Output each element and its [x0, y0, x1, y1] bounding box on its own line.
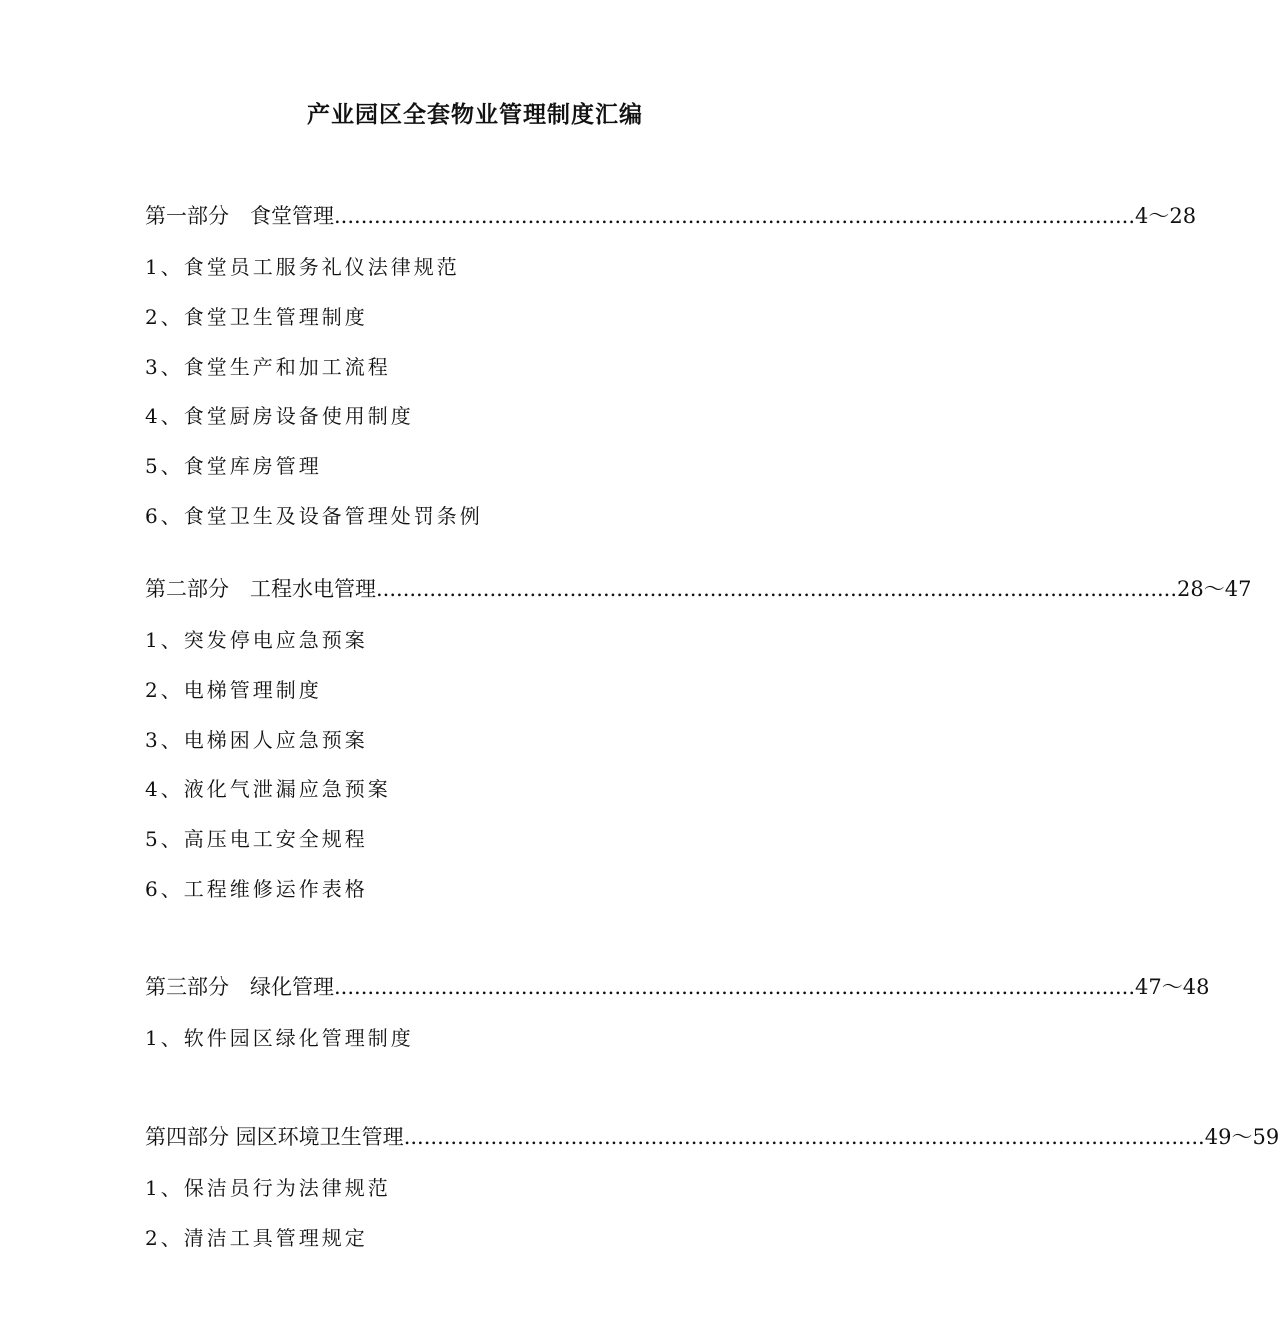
- section-label: 第二部分 工程水电管理: [145, 577, 376, 601]
- toc-item: 4、食堂厨房设备使用制度: [145, 404, 414, 428]
- section-page-range: 49～59: [1204, 1125, 1279, 1149]
- dot-leader: ........................................................................................................................: [334, 975, 1136, 999]
- toc-section-1: [145, 200, 1197, 230]
- toc-item: 3、电梯困人应急预案: [145, 728, 368, 752]
- section-label: 第三部分 绿化管理: [145, 975, 334, 999]
- toc-item: 2、清洁工具管理规定: [145, 1226, 368, 1250]
- section-page-range: 47～48: [1135, 975, 1210, 999]
- toc-item: 2、食堂卫生管理制度: [145, 305, 368, 329]
- toc-item: 1、突发停电应急预案: [145, 628, 368, 652]
- toc-item: 1、软件园区绿化管理制度: [145, 1026, 414, 1050]
- dot-leader: ........................................................................................................................: [403, 1125, 1205, 1149]
- dot-leader: ........................................................................................................................: [334, 204, 1136, 228]
- toc-section-4: [145, 1121, 1279, 1151]
- toc-section-2: [145, 573, 1252, 603]
- document-title: 产业园区全套物业管理制度汇编: [307, 101, 643, 128]
- toc-section-3: [145, 971, 1210, 1001]
- toc-item: 1、食堂员工服务礼仪法律规范: [145, 255, 460, 279]
- toc-item: 6、工程维修运作表格: [145, 877, 368, 901]
- toc-item: 2、电梯管理制度: [145, 678, 322, 702]
- section-label: 第四部分 园区环境卫生管理: [145, 1125, 404, 1149]
- toc-item: 4、液化气泄漏应急预案: [145, 777, 391, 801]
- toc-item: 3、食堂生产和加工流程: [145, 355, 391, 379]
- section-page-range: 28～47: [1177, 577, 1252, 601]
- section-page-range: 4～28: [1135, 204, 1197, 228]
- dot-leader: ........................................................................................................................: [376, 577, 1178, 601]
- toc-item: 5、高压电工安全规程: [145, 827, 368, 851]
- section-label: 第一部分 食堂管理: [145, 204, 334, 228]
- toc-item: 6、食堂卫生及设备管理处罚条例: [145, 504, 483, 528]
- toc-item: 1、保洁员行为法律规范: [145, 1176, 391, 1200]
- toc-item: 5、食堂库房管理: [145, 454, 322, 478]
